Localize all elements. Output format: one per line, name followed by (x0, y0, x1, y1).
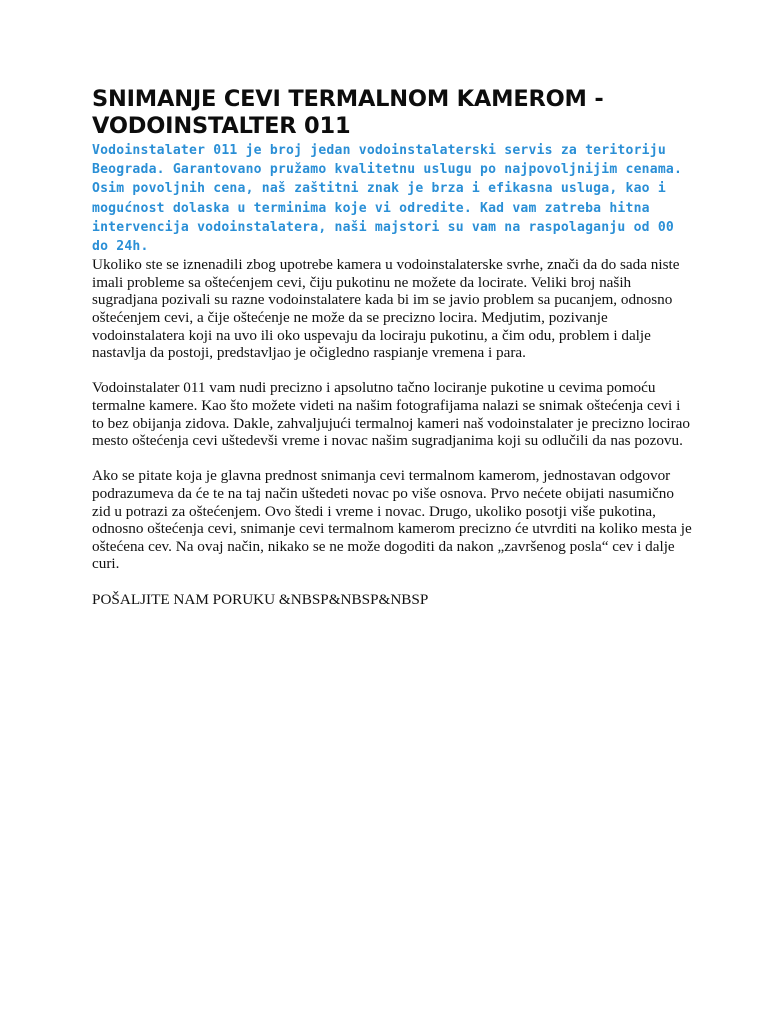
intro-paragraph: Vodoinstalater 011 je broj jedan vodoinstalaterski servis za teritoriju Beograda. Garantovano pružamo kvalitetnu uslugu po najpovoljnijim cenama. Osim povoljnih cena, naš zaštitni znak je brza i efikasna usluga, kao i mogućnost dolaska u terminima koje vi odredite. Kad vam zatreba hitna intervencija vodoinstalatera, naši majstori su vam na raspolaganju od 00 do 24h. (92, 143, 683, 255)
body-paragraph-3: Ako se pitate koja je glavna prednost snimanja cevi termalnom kamerom, jednostavan odgovor podrazumeva da će te na taj način uštedeti novac po više osnova. Prvo nećete obijati nasumično zid u potrazi za oštećenjem. Ovo štedi i vreme i novac. Drugo, ukoliko posotji više pukotina, odnosno oštećenja cevi, snimanje cevi termalnom kamerom precizno će utvrditi na koliko mesta je oštećena cev. Na ovaj način, nikako se ne može dogoditi da nakon „završenog posla“ cev i dalje curi. (92, 467, 692, 573)
send-message-text: POŠALJITE NAM PORUKU &NBSP&NBSP&NBSP (92, 590, 429, 608)
body-paragraph-2: Vodoinstalater 011 vam nudi precizno i apsolutno tačno lociranje pukotine u cevima pomoću termalne kamere. Kao što možete videti na našim fotografijama nalazi se snimak oštećenja cevi i to bez obijanja zidova. Dakle, zahvaljujući termalnoj kameri naš vodoinstalater je precizno locirao mesto oštećenja cevi uštedevši vreme i novac našim sugradjanima koji su odlučili da nas pozovu. (92, 379, 690, 450)
body-paragraph-1: Ukoliko ste se iznenadili zbog upotrebe kamera u vodoinstalaterske svrhe, znači da do sada niste imali probleme sa oštećenjem cevi, čiju pukotinu ne možete da locirate. Veliki broj naših sugradjana pozivali su razne vodoinstalatere kada bi im se javio problem sa pucanjem, odnosno oštećenjem cevi, a čije oštećenje ne može da se precizno locira. Medjutim, pozivanje vodoinstalatera koji na uvo ili oko uspevaju da lociraju pukotinu, a čim odu, problem i dalje nastavlja da postoji, predstavljao je očigledno raspianje vremena i para. (92, 256, 680, 362)
document-content (92, 86, 692, 608)
page-title: SNIMANJE CEVI TERMALNOM KAMEROM - VODOINSTALTER 011 (92, 86, 604, 139)
